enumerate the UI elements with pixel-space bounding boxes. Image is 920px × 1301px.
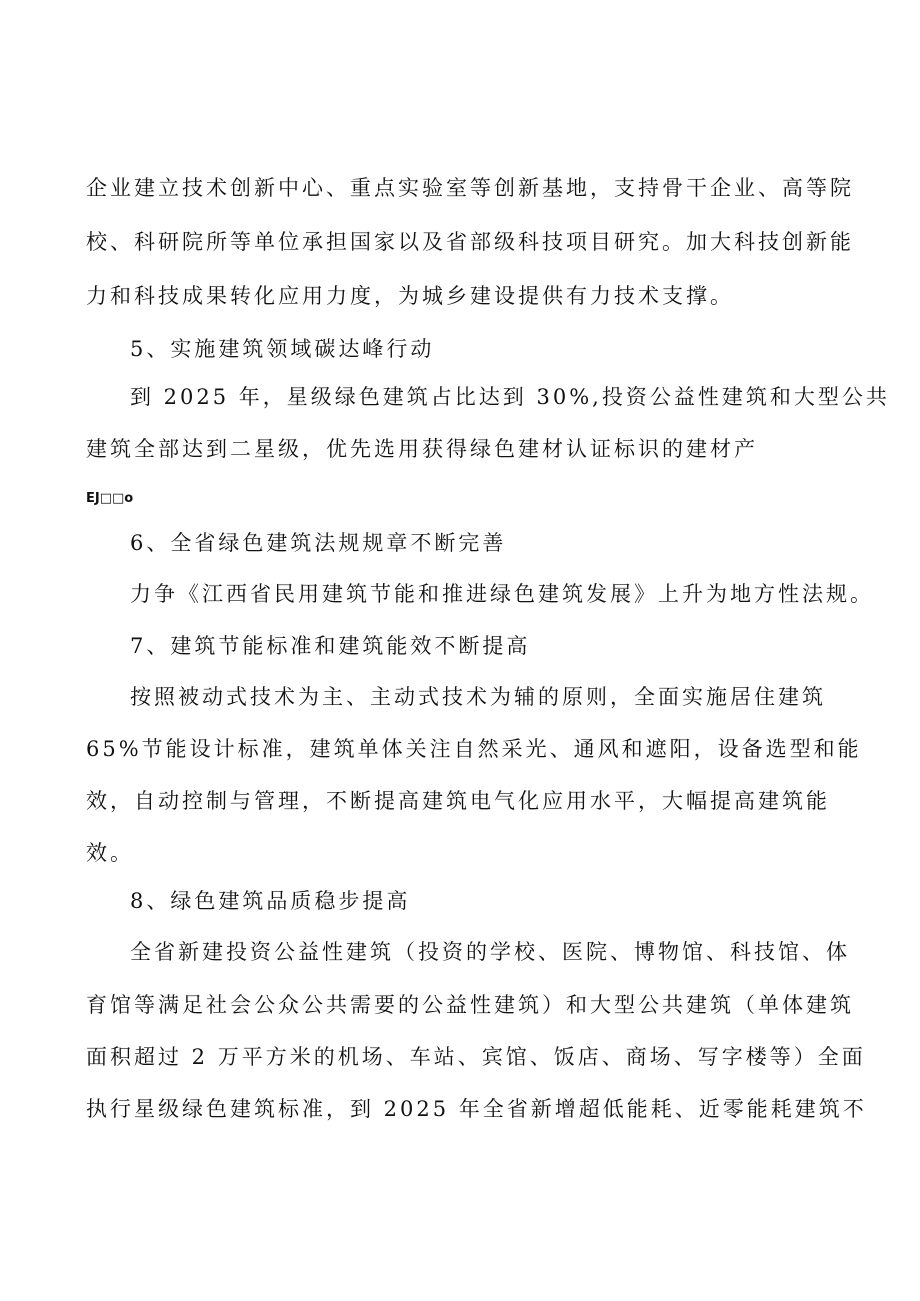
garbled-text-line: EJ□□o [86,491,134,506]
text-line: 效。 [86,841,134,865]
section-heading: 5、实施建筑领域碳达峰行动 [130,337,435,361]
text-line: 全省新建投资公益性建筑（投资的学校、医院、博物馆、科技馆、体 [130,940,850,964]
text-line: 育馆等满足社会公众公共需要的公益性建筑）和大型公共建筑（单体建筑 [86,993,854,1017]
text-line: 效，自动控制与管理，不断提高建筑电气化应用水平，大幅提高建筑能 [86,789,830,813]
text-line: 65%节能设计标准，建筑单体关注自然采光、通风和遮阳，设备选型和能 [86,737,862,761]
text-line: 面积超过 2 万平方米的机场、车站、宾馆、饭店、商场、写字楼等）全面 [86,1045,866,1069]
text-line: 企业建立技术创新中心、重点实验室等创新基地，支持骨干企业、高等院 [86,176,854,200]
text-line: 到 2025 年，星级绿色建筑占比达到 30%,投资公益性建筑和大型公共 [130,385,890,409]
text-line: 力和科技成果转化应用力度，为城乡建设提供有力技术支撑。 [86,284,734,308]
text-line: 按照被动式技术为主、主动式技术为辅的原则，全面实施居住建筑 [130,685,826,709]
section-heading: 7、建筑节能标准和建筑能效不断提高 [130,634,531,658]
text-line: 力争《江西省民用建筑节能和推进绿色建筑发展》上升为地方性法规。 [130,582,874,606]
text-line: 执行星级绿色建筑标准，到 2025 年全省新增超低能耗、近零能耗建筑不 [86,1097,867,1121]
text-line: 建筑全部达到二星级，优先选用获得绿色建材认证标识的建材产 [86,437,758,461]
text-line: 校、科研院所等单位承担国家以及省部级科技项目研究。加大科技创新能 [86,230,854,254]
section-heading: 8、绿色建筑品质稳步提高 [130,889,411,913]
section-heading: 6、全省绿色建筑法规规章不断完善 [130,531,507,555]
